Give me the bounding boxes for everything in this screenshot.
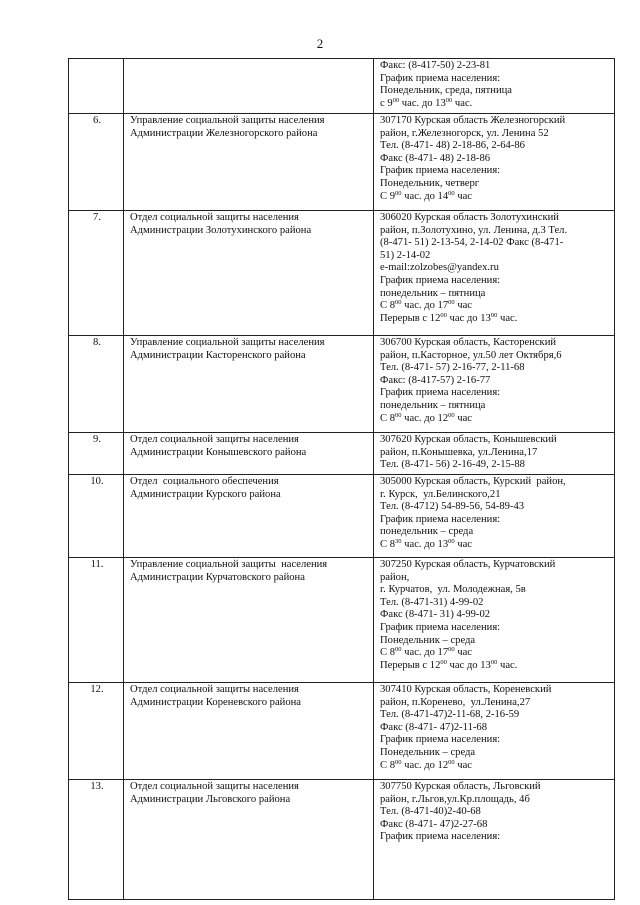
contact-text: Понедельник – среда: [380, 634, 476, 646]
contact-text: Факс (8-471- 48) 2-18-86: [380, 152, 491, 164]
contact-line: [380, 794, 610, 807]
contact-line: [380, 597, 610, 610]
contact-text: час. до 12: [401, 412, 449, 424]
contact-text: 305000 Курская область, Курский район,: [380, 476, 566, 487]
contact-text: район, г.Железногорск, ул. Ленина 52: [380, 127, 549, 139]
row-number: 6.: [69, 114, 124, 211]
contact-line: [380, 514, 610, 527]
contact-text: График приема населения:: [380, 831, 501, 843]
contact-text: (8-471- 51) 2-13-54, 2-14-02 Факс (8-471-: [380, 237, 564, 249]
contact-text: район, п.Касторное, ул.50 лет Октября,6: [380, 349, 562, 361]
contact-text: район, п.Коренево, ул.Ленина,27: [380, 696, 531, 708]
organization-name: [124, 59, 374, 114]
row-number: [69, 59, 124, 114]
contact-text: С 8: [380, 759, 396, 771]
contact-text: час. до 17: [401, 647, 449, 659]
contact-details: [374, 433, 615, 475]
organization-name: [124, 475, 374, 558]
time-minutes-superscript: 00: [490, 658, 498, 666]
contact-line: [380, 501, 610, 514]
row-number: 11.: [69, 558, 124, 683]
contact-text: час.: [497, 312, 518, 324]
organization-line: Администрации Курчатовского района: [130, 571, 305, 583]
organization-name: [124, 558, 374, 683]
contact-text: час. до 17: [401, 300, 449, 312]
contact-line: [380, 476, 610, 489]
contact-text: С 8: [380, 300, 396, 312]
time-minutes-superscript: 00: [395, 411, 402, 419]
time-minutes-superscript: 00: [395, 299, 402, 307]
contact-text: час.: [497, 659, 518, 671]
contact-text: район,: [380, 571, 410, 583]
contact-line: [380, 447, 610, 460]
contact-text: С 8: [380, 538, 396, 550]
contact-line: [380, 747, 610, 760]
contact-details: [374, 336, 615, 433]
contact-text: График приема населения:: [380, 513, 501, 525]
organization-line: Отдел социальной защиты населения: [130, 781, 299, 792]
contact-text: Тел. (8-471-47)2-11-68, 2-16-59: [380, 709, 520, 721]
contact-text: час. до 12: [401, 759, 449, 771]
contact-line: [380, 622, 610, 635]
time-minutes-superscript: 00: [440, 658, 447, 666]
contact-line: [380, 212, 610, 225]
contact-text: С 8: [380, 647, 396, 659]
time-minutes-superscript: 00: [445, 96, 453, 104]
row-number: 9.: [69, 433, 124, 475]
contact-line: [380, 225, 610, 238]
contact-text: Факс (8-471- 47)2-27-68: [380, 818, 488, 830]
contact-text: Понедельник, среда, пятница: [380, 85, 513, 97]
contact-line: [380, 489, 610, 502]
organization-line: Отдел социального обеспечения: [130, 476, 279, 487]
contact-text: г. Курск, ул.Белинского,21: [380, 488, 501, 500]
contact-text: График приема населения:: [380, 621, 501, 633]
contact-line: [380, 237, 610, 250]
contact-line: [380, 115, 610, 128]
contact-line: [380, 313, 610, 326]
contact-text: График приема населения:: [380, 165, 501, 177]
row-number: 13.: [69, 780, 124, 900]
table-row: [69, 433, 615, 475]
contact-text: район, п.Золотухино, ул. Ленина, д.3 Тел.: [380, 224, 568, 236]
row-number: 7.: [69, 211, 124, 336]
organization-line: Управление социальной защиты населения: [130, 559, 328, 570]
contact-text: час: [454, 300, 473, 312]
contact-line: [380, 262, 610, 275]
contact-line: [380, 288, 610, 301]
contact-text: 307750 Курская область, Льговский: [380, 781, 541, 792]
time-minutes-superscript: 30: [395, 537, 402, 545]
contact-line: [380, 128, 610, 141]
contact-text: понедельник – пятница: [380, 399, 486, 411]
row-number: 8.: [69, 336, 124, 433]
contact-text: 51) 2-14-02: [380, 249, 431, 261]
organization-line: Администрации Кореневского района: [130, 696, 301, 708]
contact-text: Тел. (8-4712) 54-89-56, 54-89-43: [380, 501, 525, 513]
time-minutes-superscript: 00: [395, 646, 402, 654]
contact-line: [380, 375, 610, 388]
contact-text: г. Курчатов, ул. Молодежная, 5в: [380, 584, 526, 596]
organization-line: Управление социальной защиты населения: [130, 115, 325, 126]
contact-details: [374, 780, 615, 900]
table-row: [69, 683, 615, 780]
contact-text: час: [454, 647, 473, 659]
contact-line: [380, 722, 610, 735]
contact-line: [380, 684, 610, 697]
contact-text: час: [454, 538, 473, 550]
contact-text: час. до 13: [401, 538, 449, 550]
time-minutes-superscript: 00: [448, 758, 455, 766]
contact-line: [380, 362, 610, 375]
contact-text: Тел. (8-471- 57) 2-16-77, 2-11-68: [380, 362, 525, 374]
time-minutes-superscript: 00: [490, 311, 498, 319]
contact-details: [374, 59, 615, 114]
contact-text: Перерыв с 12: [380, 659, 441, 671]
contact-details: [374, 114, 615, 211]
contact-text: График приема населения:: [380, 72, 501, 84]
time-minutes-superscript: 00: [448, 646, 455, 654]
contact-line: [380, 400, 610, 413]
organization-name: [124, 336, 374, 433]
contact-text: Понедельник, четверг: [380, 177, 480, 189]
organization-name: [124, 211, 374, 336]
table-row: [69, 558, 615, 683]
contact-text: График приема населения:: [380, 387, 501, 399]
contact-text: Тел. (8-471- 48) 2-18-86, 2-64-86: [380, 140, 525, 152]
contact-text: 307250 Курская область, Курчатовский: [380, 559, 556, 570]
contact-line: [380, 140, 610, 153]
contact-text: График приема населения:: [380, 274, 501, 286]
organization-line: Отдел социальной защиты населения: [130, 434, 299, 445]
table-row: [69, 336, 615, 433]
contact-details: [374, 475, 615, 558]
contact-line: [380, 819, 610, 832]
contact-line: [380, 584, 610, 597]
contact-line: [380, 609, 610, 622]
contact-line: [380, 178, 610, 191]
contact-text: с 9: [380, 97, 393, 109]
time-minutes-superscript: 00: [448, 537, 455, 545]
organization-name: [124, 683, 374, 780]
contact-text: понедельник – среда: [380, 526, 474, 538]
contact-line: [380, 526, 610, 539]
contact-text: Понедельник – среда: [380, 746, 476, 758]
time-minutes-superscript: 00: [448, 189, 455, 197]
contact-text: Факс (8-471- 31) 4-99-02: [380, 609, 491, 621]
contact-text: Факс: (8-417-57) 2-16-77: [380, 374, 491, 386]
time-minutes-superscript: 00: [392, 96, 400, 104]
social-services-table: [68, 58, 615, 900]
contact-text: час. до 13: [399, 97, 446, 109]
table-row: [69, 114, 615, 211]
table-body: [69, 59, 615, 900]
contact-line: [380, 275, 610, 288]
contact-line: [380, 734, 610, 747]
contact-line: [380, 85, 610, 98]
contact-line: [380, 760, 610, 773]
contact-text: час. до 14: [401, 190, 449, 202]
contact-details: [374, 558, 615, 683]
row-number: 12.: [69, 683, 124, 780]
organization-line: Администрации Льговского района: [130, 793, 291, 805]
contact-text: час: [454, 190, 473, 202]
contact-line: [380, 709, 610, 722]
contact-line: [380, 413, 610, 426]
contact-text: Перерыв с 12: [380, 312, 441, 324]
row-number: 10.: [69, 475, 124, 558]
contact-line: [380, 660, 610, 673]
organization-line: Администрации Курского района: [130, 488, 281, 500]
contact-line: [380, 572, 610, 585]
time-minutes-superscript: 00: [440, 311, 447, 319]
organization-line: Отдел социальной защиты населения: [130, 212, 299, 223]
contact-line: [380, 73, 610, 86]
contact-text: Факс (8-471- 47)2-11-68: [380, 721, 487, 733]
contact-text: район, г.Льгов,ул.Кр.площадь, 4б: [380, 793, 530, 805]
contact-line: [380, 781, 610, 794]
time-minutes-superscript: 00: [448, 299, 455, 307]
contact-line: [380, 98, 610, 111]
contact-line: [380, 350, 610, 363]
contact-text: 306020 Курская область Золотухинский: [380, 212, 559, 223]
contact-line: [380, 191, 610, 204]
table-row: [69, 780, 615, 900]
contact-text: час до 13: [446, 312, 491, 324]
contact-text: 306700 Курская область, Касторенский: [380, 337, 557, 348]
organization-line: Администрации Железногорского района: [130, 127, 318, 139]
contact-line: [380, 559, 610, 572]
organization-line: Администрации Золотухинского района: [130, 224, 312, 236]
contact-text: С 8: [380, 412, 396, 424]
contact-line: [380, 806, 610, 819]
organization-line: Администрации Конышевского района: [130, 446, 307, 458]
contact-text: 307170 Курская область Железногорский: [380, 115, 566, 126]
contact-details: [374, 211, 615, 336]
contact-text: Тел. (8-471-31) 4-99-02: [380, 596, 484, 608]
organization-name: [124, 780, 374, 900]
contact-text: час: [454, 412, 473, 424]
contact-text: Тел. (8-471-40)2-40-68: [380, 806, 481, 818]
contact-line: [380, 697, 610, 710]
contact-text: 307620 Курская область, Конышевский: [380, 434, 557, 445]
organization-line: Администрации Касторенского района: [130, 349, 306, 361]
page-number: 2: [316, 36, 324, 51]
contact-text: час: [454, 759, 473, 771]
organization-name: [124, 114, 374, 211]
contact-line: [380, 337, 610, 350]
contact-text: час до 13: [446, 659, 491, 671]
contact-line: [380, 434, 610, 447]
contact-text: С 9: [380, 190, 396, 202]
table-row: [69, 475, 615, 558]
contact-text: район, п.Конышевка, ул.Ленина,17: [380, 446, 538, 458]
contact-text: График приема населения:: [380, 734, 501, 746]
time-minutes-superscript: 00: [448, 411, 455, 419]
contact-text: понедельник – пятница: [380, 287, 486, 299]
contact-line: [380, 635, 610, 648]
contact-text: e-mail:zolzobes@yandex.ru: [380, 262, 499, 274]
contact-line: [380, 250, 610, 263]
time-minutes-superscript: 00: [395, 189, 402, 197]
contact-text: Факс: (8-417-50) 2-23-81: [380, 60, 491, 71]
contact-line: [380, 459, 610, 472]
contact-line: [380, 165, 610, 178]
contact-text: 307410 Курская область, Кореневский: [380, 684, 552, 695]
table-row: [69, 59, 615, 114]
organization-line: Управление социальной защиты населения: [130, 337, 325, 348]
organization-name: [124, 433, 374, 475]
table-row: [69, 211, 615, 336]
contact-text: Тел. (8-471- 56) 2-16-49, 2-15-88: [380, 459, 525, 471]
contact-line: [380, 60, 610, 73]
organization-line: Отдел социальной защиты населения: [130, 684, 299, 695]
contact-details: [374, 683, 615, 780]
contact-line: [380, 539, 610, 552]
time-minutes-superscript: 00: [395, 758, 402, 766]
contact-line: [380, 153, 610, 166]
contact-text: час.: [452, 97, 473, 109]
contact-line: [380, 387, 610, 400]
contact-line: [380, 831, 610, 844]
